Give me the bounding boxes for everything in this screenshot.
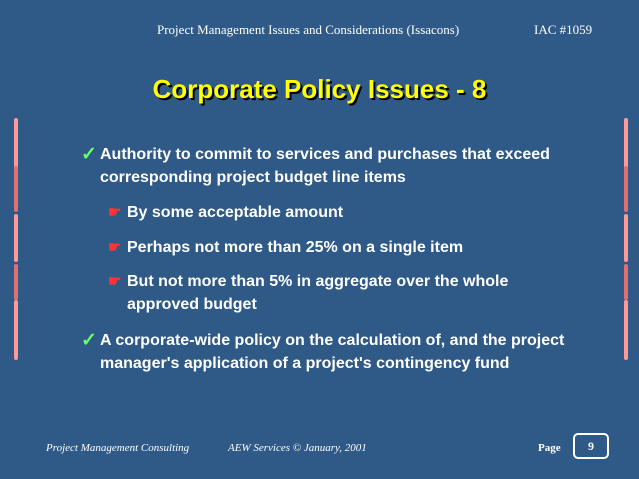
sub-bullet-item bbox=[108, 270, 568, 316]
bullet-text: A corporate-wide policy on the calculation of, and the project manager's application of a project's contingency fund bbox=[100, 332, 565, 372]
right-decor-bar bbox=[624, 214, 628, 262]
bullet-item bbox=[81, 329, 601, 375]
sub-bullet-item bbox=[108, 201, 548, 224]
left-decor-bar bbox=[14, 118, 18, 170]
right-decor-bar bbox=[624, 118, 628, 170]
sub-bullet-text: Perhaps not more than 25% on a single item bbox=[127, 239, 464, 256]
pointing-hand-icon: ☛ bbox=[108, 239, 122, 256]
bullet-text: Authority to commit to services and purchases that exceed corresponding project budget line items bbox=[100, 146, 550, 186]
footer-company: Project Management Consulting bbox=[46, 442, 190, 454]
checkmark-icon: ✓ bbox=[81, 330, 97, 351]
left-decor-bar bbox=[14, 300, 18, 360]
slide-footer bbox=[0, 442, 639, 462]
bullet-item bbox=[81, 143, 551, 189]
left-decor-bar bbox=[14, 166, 18, 212]
slide-header bbox=[0, 22, 639, 42]
pointing-hand-icon: ☛ bbox=[108, 273, 122, 290]
right-decor-bar bbox=[624, 166, 628, 212]
pointing-hand-icon: ☛ bbox=[108, 204, 122, 221]
right-decor-bar bbox=[624, 300, 628, 360]
right-decor-bar bbox=[624, 264, 628, 300]
left-decor-bar bbox=[14, 264, 18, 300]
checkmark-icon: ✓ bbox=[81, 144, 97, 165]
sub-bullet-text: By some acceptable amount bbox=[127, 204, 344, 221]
header-id: IAC #1059 bbox=[534, 22, 593, 37]
page-number-box: 9 bbox=[573, 433, 609, 459]
left-decor-bar bbox=[14, 214, 18, 262]
footer-copyright: AEW Services © January, 2001 bbox=[228, 442, 367, 454]
sub-bullet-text: But not more than 5% in aggregate over the whole approved budget bbox=[127, 273, 509, 313]
header-title: Project Management Issues and Considerations (Issacons) bbox=[157, 22, 460, 37]
sub-bullet-item bbox=[108, 236, 548, 259]
slide-title: Corporate Policy Issues - 8 bbox=[152, 74, 487, 104]
page-label: Page bbox=[538, 442, 561, 454]
